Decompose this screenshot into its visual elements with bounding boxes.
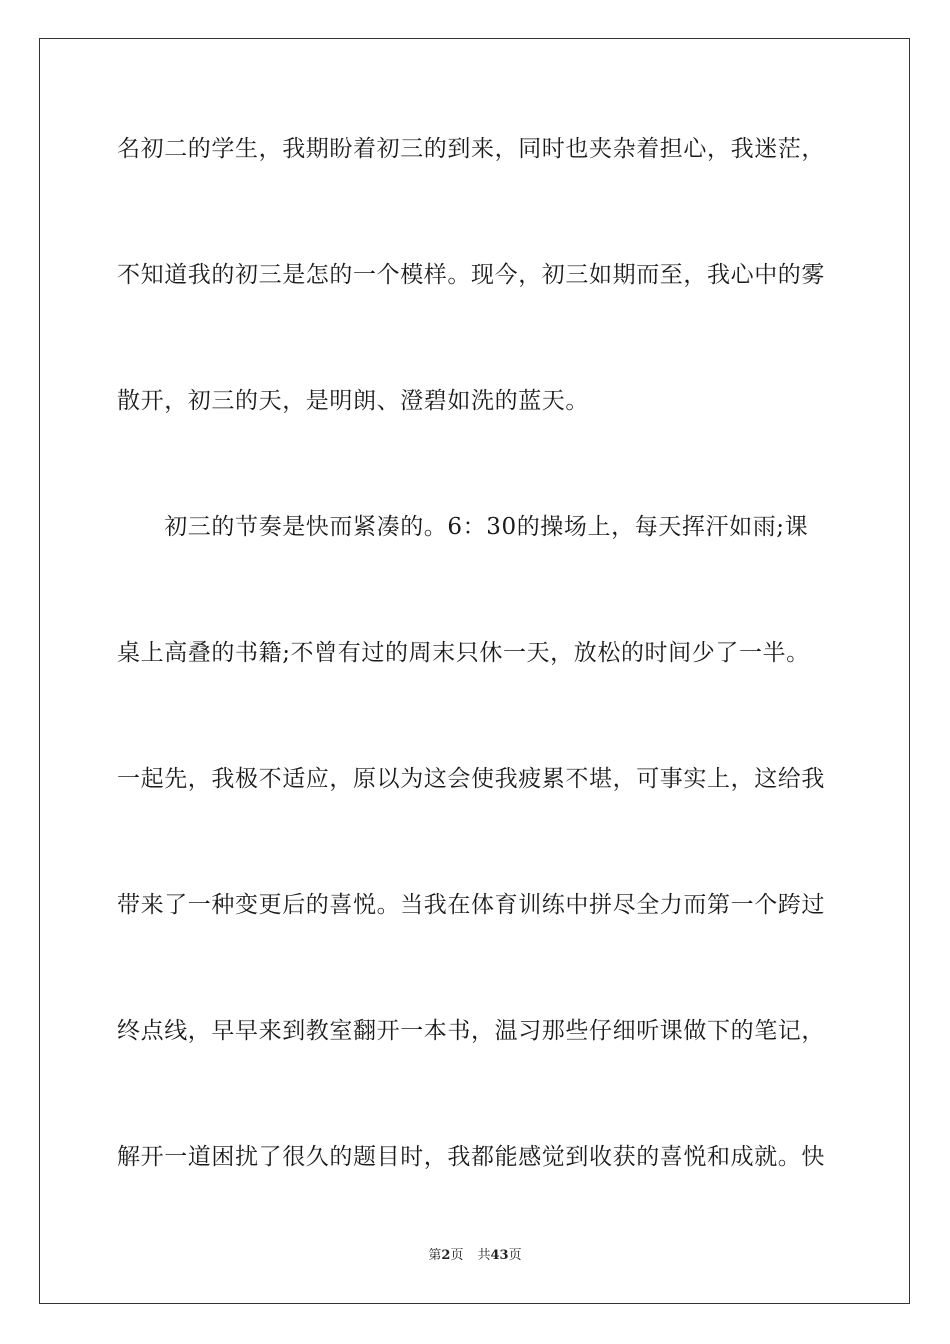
text-line: 不知道我的初三是怎的一个模样。现今，初三如期而至，我心中的雾 [117, 262, 825, 288]
text-line: 散开，初三的天，是明朗、澄碧如洗的蓝天。 [117, 388, 589, 414]
page-prefix: 第 [428, 1248, 442, 1263]
total-prefix: 共 [477, 1248, 491, 1263]
page-suffix: 页 [450, 1248, 464, 1263]
total-suffix: 页 [508, 1248, 522, 1263]
page-footer [0, 1248, 950, 1264]
text-line: 桌上高叠的书籍;不曾有过的周末只休一天，放松的时间少了一半。 [117, 640, 810, 666]
page-border [39, 38, 910, 1304]
text-line: 名初二的学生，我期盼着初三的到来，同时也夹杂着担心，我迷茫， [117, 136, 825, 162]
text-line: 解开一道困扰了很久的题目时，我都能感觉到收获的喜悦和成就。快 [117, 1144, 825, 1170]
text-line: 一起先，我极不适应，原以为这会使我疲累不堪，可事实上，这给我 [117, 766, 825, 792]
total-pages: 43 [490, 1248, 509, 1263]
text-line: 带来了一种变更后的喜悦。当我在体育训练中拼尽全力而第一个跨过 [117, 892, 825, 918]
page-number: 2 [441, 1248, 451, 1263]
text-line: 终点线，早早来到教室翻开一本书，温习那些仔细听课做下的笔记， [117, 1018, 825, 1044]
text-line: 初三的节奏是快而紧凑的。6：30的操场上，每天挥汗如雨;课 [117, 514, 809, 540]
